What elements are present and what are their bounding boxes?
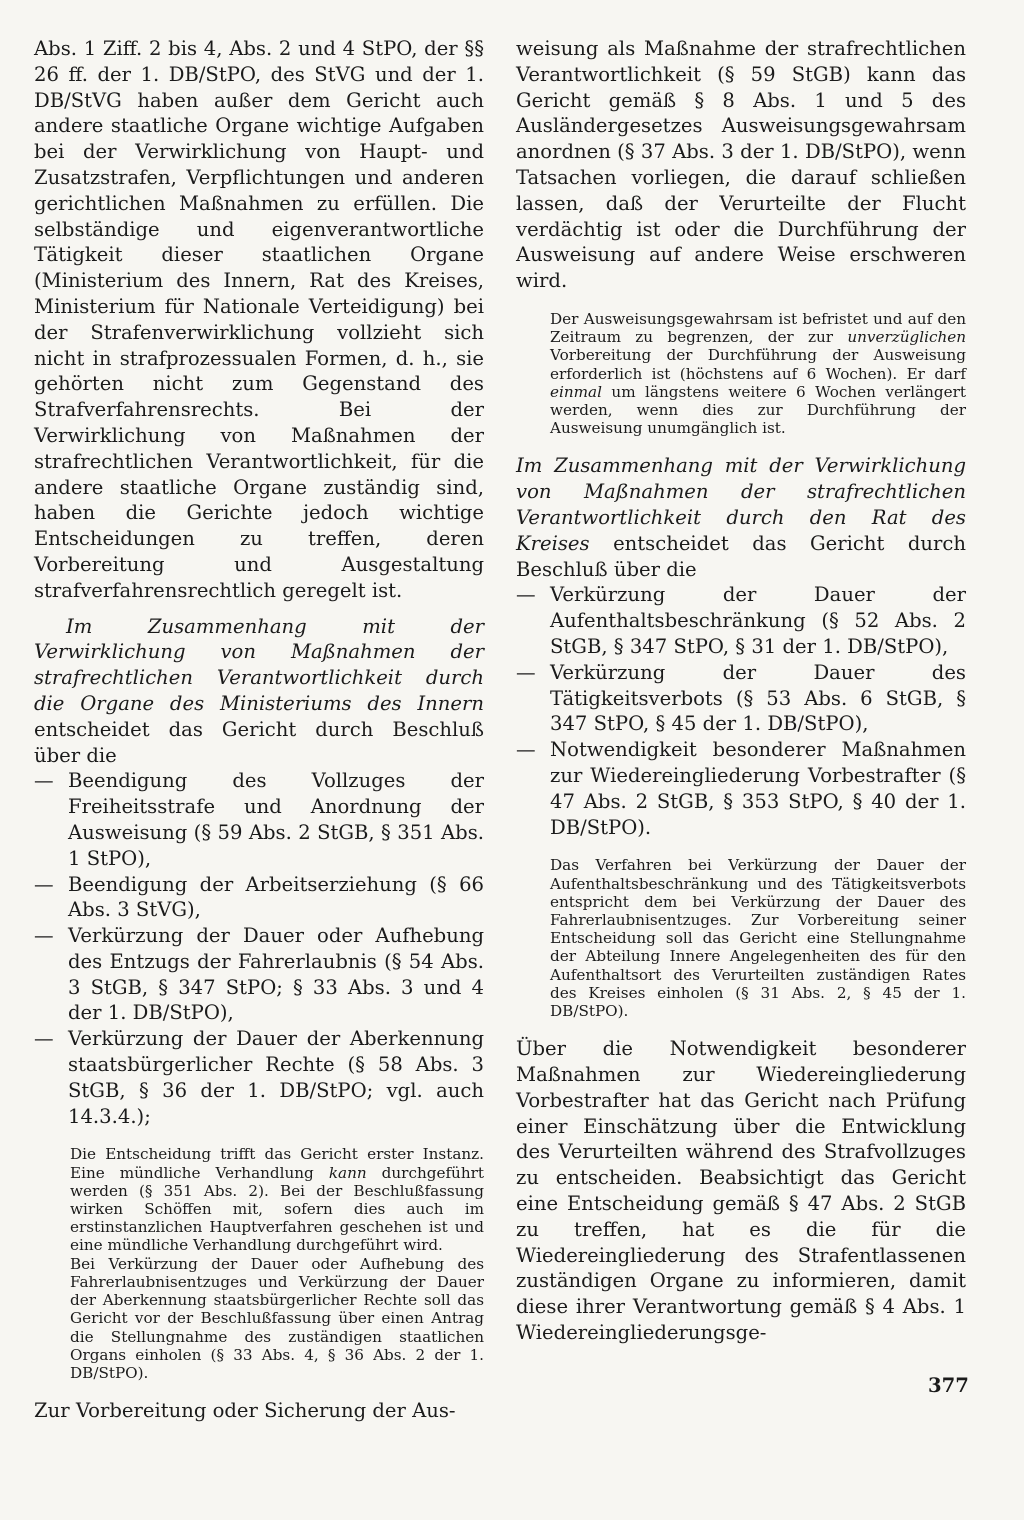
dash-list-mdi [34, 768, 484, 1129]
list-item: — Verkürzung der Dauer des Tätigkeitsverbots (§ 53 Abs. 6 StGB, § 347 StPO, § 45 der 1. DB/StPO), [516, 660, 966, 737]
italic-lead: Im Zusammenhang mit der Verwirklichung von Maßnahmen der strafrechtlichen Verantwortlichkeit durch den Rat des Kreises [516, 454, 966, 555]
paragraph-rest: entscheidet das Gericht durch Beschluß über die [34, 717, 484, 767]
paragraph-rest: entscheidet das Gericht durch Beschluß über die [516, 531, 966, 581]
paragraph-wiedereingliederung: Über die Notwendigkeit besonderer Maßnahmen zur Wiedereingliederung Vorbestrafter hat das Gericht nach Prüfung einer Einschätzung über die Entwicklung des Verurteilten während des Strafvollzuges zu entscheiden. Beabsichtigt das Gericht eine Entscheidung gemäß § 47 Abs. 2 StGB zu treffen, hat es die für die Wiedereingliederung des Strafentlassenen zuständigen Organe zu informieren, damit diese ihrer Verantwortung gemäß § 4 Abs. 1 Wiedereingliederungsge- [516, 1037, 966, 1344]
note-fahrerlaubnis: Bei Verkürzung der Dauer oder Aufhebung des Fahrerlaubnisentzuges und Verkürzung der Dauer der Aberkennung staatsbürgerlicher Rechte soll das Gericht vor der Beschlußfassung über einen Antrag die Stellungnahme des zuständigen staatlichen Organs einholen (§ 33 Abs. 4, § 36 Abs. 2 der 1. DB/StPO). [70, 1254, 484, 1382]
italic-lead: Im Zusammenhang mit der Verwirklichung von Maßnahmen der strafrechtlichen Verantwortlichkeit durch die Organe des Ministeriums des Innern [34, 614, 484, 715]
paragraph-ausweisung-cont: weisung als Maßnahme der strafrechtlichen Verantwortlichkeit (§ 59 StGB) kann das Gericht gemäß § 8 Abs. 1 und 5 des Ausländergesetzes Ausweisungsgewahrsam anordnen (§ 37 Abs. 3 der 1. DB/StPO), wenn Tatsachen vorliegen, die darauf schließen lassen, daß der Verurteilte der Flucht verdächtig ist oder die Durchführung der Ausweisung auf andere Weise erschweren wird. [516, 37, 966, 293]
note-verfahren: Das Verfahren bei Verkürzung der Dauer der Aufenthaltsbeschränkung und des Tätigkeitsverbots entspricht dem bei Verkürzung der Dauer des Fahrerlaubnisentzuges. Zur Vorbereitung seiner Entscheidung soll das Gericht eine Stellungnahme der Abteilung Innere Angelegenheiten des für den Aufenthaltsort des Verurteilten zuständigen Rates des Kreises einholen (§ 31 Abs. 2, § 45 der 1. DB/StPO). [550, 856, 966, 1020]
right-column [516, 36, 966, 1346]
page-number: 377 [928, 1374, 969, 1397]
paragraph-mdi [34, 614, 484, 769]
list-item: — Beendigung der Arbeitserziehung (§ 66 Abs. 3 StVG), [34, 872, 484, 924]
note-gewahrsam: Der Ausweisungsgewahrsam ist befristet und auf den Zeitraum zu begrenzen, der zur unverzüglichen Vorbereitung der Durchführung der Ausweisung erforderlich ist (höchstens auf 6 Wochen). Er darf einmal um längstens weitere 6 Wochen verlängert werden, wenn dies zur Durchführung der Ausweisung unumgänglich ist. [550, 309, 966, 438]
paragraph-rat-des-kreises [516, 453, 966, 582]
list-item: — Verkürzung der Dauer oder Aufhebung des Entzugs der Fahrerlaubnis (§ 54 Abs. 3 StGB, § 347 StPO; § 33 Abs. 3 und 4 der 1. DB/StPO), [34, 923, 484, 1026]
list-item: — Verkürzung der Dauer der Aufenthaltsbeschränkung (§ 52 Abs. 2 StGB, § 347 StPO, § 31 der 1. DB/StPO), [516, 582, 966, 659]
note-first-instance: Die Entscheidung trifft das Gericht erster Instanz. Eine mündliche Verhandlung kann durchgeführt werden (§ 351 Abs. 2). Bei der Beschlußfassung wirken Schöffen mit, sofern dies auch im erstinstanzlichen Hauptverfahren geschehen ist und eine mündliche Verhandlung durchgeführt wird. [70, 1145, 484, 1255]
list-item: — Notwendigkeit besonderer Maßnahmen zur Wiedereingliederung Vorbestrafter (§ 47 Abs. 2 StGB, § 353 StPO, § 40 der 1. DB/StPO). [516, 737, 966, 840]
list-item: — Verkürzung der Dauer der Aberkennung staatsbürgerlicher Rechte (§ 58 Abs. 3 StGB, § 36 der 1. DB/StPO; vgl. auch 14.3.4.); [34, 1026, 484, 1129]
left-column [34, 36, 484, 1424]
list-item: — Beendigung des Vollzuges der Freiheitsstrafe und Anordnung der Ausweisung (§ 59 Abs. 2 StGB, § 351 Abs. 1 StPO), [34, 768, 484, 871]
paragraph-continuation: Abs. 1 Ziff. 2 bis 4, Abs. 2 und 4 StPO, der §§ 26 ff. der 1. DB/StPO, des StVG und der 1. DB/StVG haben außer dem Gericht auch andere staatliche Organe wichtige Aufgaben bei der Verwirklichung von Haupt- und Zusatzstrafen, Verpflichtungen und anderen gerichtlichen Maßnahmen zu erfüllen. Die selbständige und eigenverantwortliche Tätigkeit dieser staatlichen Organe (Ministerium des Innern, Rat des Kreises, Ministerium für Nationale Verteidigung) bei der Strafenverwirklichung vollzieht sich nicht in strafprozessualen Formen, d. h., sie gehörten nicht zum Gegenstand des Strafverfahrensrechts. Bei der Verwirklichung von Maßnahmen der strafrechtlichen Verantwortlichkeit, für die andere staatliche Organe zuständig sind, haben die Gerichte jedoch wichtige Entscheidungen zu treffen, deren Vorbereitung und Ausgestaltung strafverfahrensrechtlich geregelt ist. [34, 37, 484, 602]
dash-list-rat [516, 582, 966, 840]
paragraph-ausweisung-start: Zur Vorbereitung oder Sicherung der Aus- [34, 1399, 456, 1423]
